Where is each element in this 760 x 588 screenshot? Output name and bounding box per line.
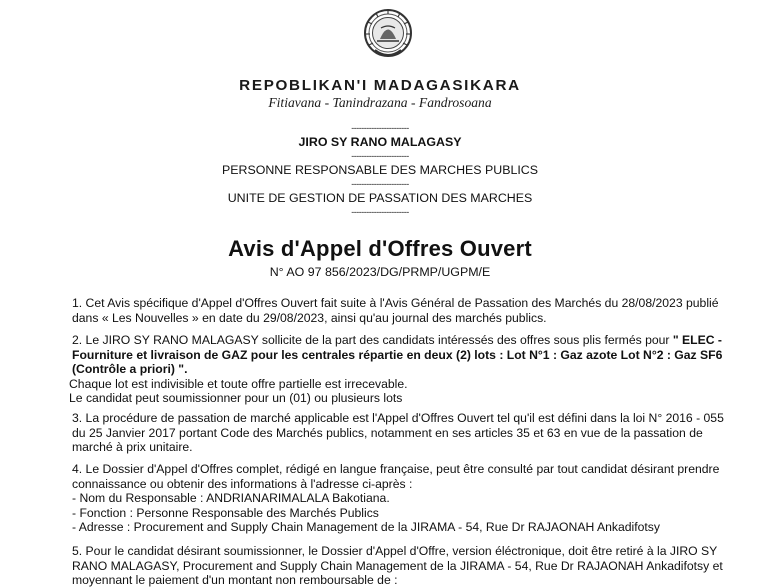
text-line: Chaque lot est indivisible et toute offre partielle est irrecevable. [69, 376, 408, 391]
separator: ----------------------- [351, 207, 409, 217]
separator: ----------------------- [351, 123, 409, 133]
national-motto: Fitiavana - Tanindrazana - Fandrosoana [268, 95, 492, 110]
text-line: - Adresse : Procurement and Supply Chain Management de la JIRAMA - 54, Rue Dr RAJAONAH Ankadifotsy [72, 520, 660, 535]
ugpm-heading: UNITE DE GESTION DE PASSATION DES MARCHES [227, 191, 533, 205]
section-1 [72, 296, 719, 325]
text-line: 3. La procédure de passation de marché applicable est l'Appel d'Offres Ouvert tel qu'il est défini dans la loi N° 2016 - 055 [72, 411, 724, 425]
section-3 [72, 411, 724, 455]
text-line: connaissance ou obtenir des informations à l'adresse ci-après : [72, 476, 413, 491]
text-line: 4. Le Dossier d'Appel d'Offres complet, rédigé en langue française, peut être consulté par tout candidat désirant prendre [72, 462, 720, 476]
organization-name: JIRO SY RANO MALAGASY [298, 135, 462, 149]
text-segment-bold: " ELEC - [672, 333, 722, 347]
text-line: RANO MALAGASY, Procurement and Supply Chain Management de la JIRAMA - 54, Rue Dr RAJAONAH Ankadifotsy et [72, 558, 723, 573]
prmp-heading: PERSONNE RESPONSABLE DES MARCHES PUBLICS [221, 163, 539, 177]
text-line: moyennant le paiement d'un montant non remboursable de : [72, 573, 398, 588]
separator: ----------------------- [351, 151, 409, 161]
text-line: dans « Les Nouvelles » en date du 29/08/2023, ainsi qu'au journal des marchés publics. [72, 310, 547, 325]
separator: ----------------------- [351, 179, 409, 189]
text-line: Le candidat peut soumissionner pour un (01) ou plusieurs lots [69, 391, 403, 406]
section-2 [69, 333, 723, 406]
text-line: marché à prix unitaire. [72, 440, 193, 455]
text-line: du 25 Janvier 2017 portant Code des Marchés publics, notamment en ses articles 35 et 63 en vue de la passation de [72, 425, 703, 440]
notice-title: Avis d'Appel d'Offres Ouvert [228, 236, 532, 261]
text-segment: 2. Le JIRO SY RANO MALAGASY sollicite de la part des candidats intéressés des offres sous plis fermés pour [72, 333, 673, 347]
text-line [72, 333, 722, 348]
notice-reference: N° AO 97 856/2023/DG/PRMP/UGPM/E [269, 265, 491, 279]
republic-name: REPOBLIKAN'I MADAGASIKARA [239, 78, 521, 94]
text-line: 5. Pour le candidat désirant soumissionner, le Dossier d'Appel d'Offre, version éléctronique, doit être retiré à la JIRO SY [72, 544, 718, 558]
madagascar-seal-emblem [363, 6, 413, 64]
text-line-bold: Fourniture et livraison de GAZ pour les centrales répartie en deux (2) lots : Lot N°1 : Gaz azote Lot N°2 : Gaz SF6 [72, 347, 723, 362]
section-5 [72, 544, 723, 588]
text-line-bold: (Contrôle a priori) ". [72, 362, 188, 377]
text-line: - Nom du Responsable : ANDRIANARIMALALA Bakotiana. [72, 491, 390, 506]
section-4 [72, 462, 720, 535]
text-line: 1. Cet Avis spécifique d'Appel d'Offres Ouvert fait suite à l'Avis Général de Passation des Marchés du 28/08/2023 publié [72, 296, 719, 310]
text-line: - Fonction : Personne Responsable des Marchés Publics [72, 505, 379, 520]
